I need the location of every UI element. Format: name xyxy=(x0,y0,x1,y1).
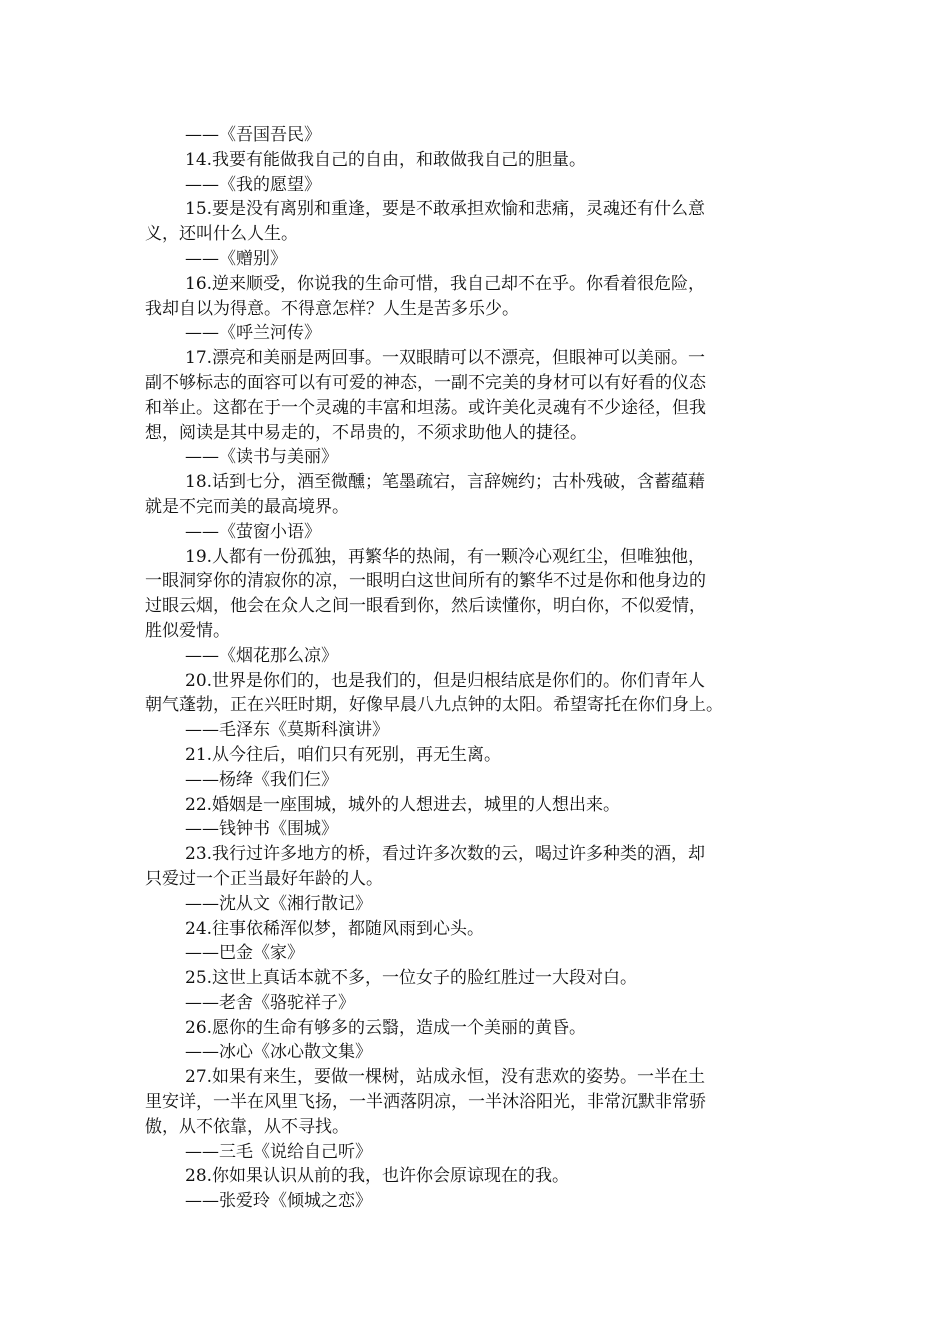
quote-line-first: 21.从今往后，咱们只有死别，再无生离。 xyxy=(185,744,502,765)
quote-attribution: ——钱钟书《围城》 xyxy=(185,819,338,840)
quote-line-first: 26.愿你的生命有够多的云翳，造成一个美丽的黄昏。 xyxy=(185,1017,587,1038)
quote-attribution: ——《我的愿望》 xyxy=(185,174,321,195)
quote-line: 过眼云烟，他会在众人之间一眼看到你，然后读懂你，明白你，不似爱情， xyxy=(145,596,706,617)
quotes-body xyxy=(145,123,810,1214)
quote-line-first: 15.要是没有离别和重逢，要是不敢承担欢愉和悲痛，灵魂还有什么意 xyxy=(185,199,706,220)
quote-attribution: ——巴金《家》 xyxy=(185,943,304,964)
quote-line: 里安详，一半在风里飞扬，一半洒落阴凉，一半沐浴阳光，非常沉默非常骄 xyxy=(145,1092,706,1113)
quote-attribution: ——《赠别》 xyxy=(185,248,287,269)
quote-line: 想，阅读是其中易走的，不昂贵的，不须求助他人的捷径。 xyxy=(145,422,587,443)
quote-line: 傲，从不依靠，从不寻找。 xyxy=(145,1116,349,1137)
quote-line-first: 28.你如果认识从前的我，也许你会原谅现在的我。 xyxy=(185,1166,570,1187)
quote-line-first: 16.逆来顺受，你说我的生命可惜，我自己却不在乎。你看着很危险， xyxy=(185,273,706,294)
quote-attribution: ——《烟花那么凉》 xyxy=(185,645,338,666)
quote-attribution: ——老舍《骆驼祥子》 xyxy=(185,992,355,1013)
quote-line: 胜似爱情。 xyxy=(145,620,230,641)
quote-line-first: 17.漂亮和美丽是两回事。一双眼睛可以不漂亮，但眼神可以美丽。一 xyxy=(185,348,706,369)
quote-line-first: 14.我要有能做我自己的自由，和敢做我自己的胆量。 xyxy=(185,149,587,170)
quote-line-first: 27.如果有来生，要做一棵树，站成永恒，没有悲欢的姿势。一半在土 xyxy=(185,1067,706,1088)
quote-attribution: ——《萤窗小语》 xyxy=(185,521,321,542)
quote-attribution: ——三毛《说给自己听》 xyxy=(185,1141,372,1162)
quote-line: 我却自以为得意。不得意怎样？人生是苦多乐少。 xyxy=(145,298,519,319)
quote-line-first: 19.人都有一份孤独，再繁华的热闹，有一颗冷心观红尘，但唯独他， xyxy=(185,546,706,567)
quote-attribution: ——张爱玲《倾城之恋》 xyxy=(185,1191,372,1212)
quote-line-first: 24.往事依稀浑似梦，都随风雨到心头。 xyxy=(185,918,485,939)
quote-attribution: ——杨绛《我们仨》 xyxy=(185,769,338,790)
quote-line-first: 23.我行过许多地方的桥，看过许多次数的云，喝过许多种类的酒，却 xyxy=(185,844,706,865)
quote-line: 副不够标志的面容可以有可爱的神态，一副不完美的身材可以有好看的仪态 xyxy=(145,372,706,393)
quote-line: 义，还叫什么人生。 xyxy=(145,224,298,245)
quote-line: 就是不完而美的最高境界。 xyxy=(145,496,349,517)
quote-attribution: ——《呼兰河传》 xyxy=(185,323,321,344)
quote-line: 和举止。这都在于一个灵魂的丰富和坦荡。或许美化灵魂有不少途径，但我 xyxy=(145,397,706,418)
quote-attribution: ——冰心《冰心散文集》 xyxy=(185,1042,372,1063)
quote-attribution: ——《吾国吾民》 xyxy=(185,125,321,145)
quote-line: 朝气蓬勃，正在兴旺时期，好像早晨八九点钟的太阳。希望寄托在你们身上。 xyxy=(145,695,723,716)
quote-line-first: 18.话到七分，酒至微醺；笔墨疏宕，言辞婉约；古朴残破，含蓄蕴藉 xyxy=(185,472,706,493)
quote-attribution: ——沈从文《湘行散记》 xyxy=(185,893,372,914)
quote-attribution: ——《读书与美丽》 xyxy=(185,447,338,468)
quote-line-first: 22.婚姻是一座围城，城外的人想进去，城里的人想出来。 xyxy=(185,794,621,815)
quote-line-first: 20.世界是你们的，也是我们的，但是归根结底是你们的。你们青年人 xyxy=(185,670,706,691)
quote-line-first: 25.这世上真话本就不多，一位女子的脸红胜过一大段对白。 xyxy=(185,968,638,989)
quote-line: 一眼洞穿你的清寂你的凉，一眼明白这世间所有的繁华不过是你和他身边的 xyxy=(145,571,706,592)
quote-line: 只爱过一个正当最好年龄的人。 xyxy=(145,868,383,889)
quote-attribution: ——毛泽东《莫斯科演讲》 xyxy=(185,720,389,741)
